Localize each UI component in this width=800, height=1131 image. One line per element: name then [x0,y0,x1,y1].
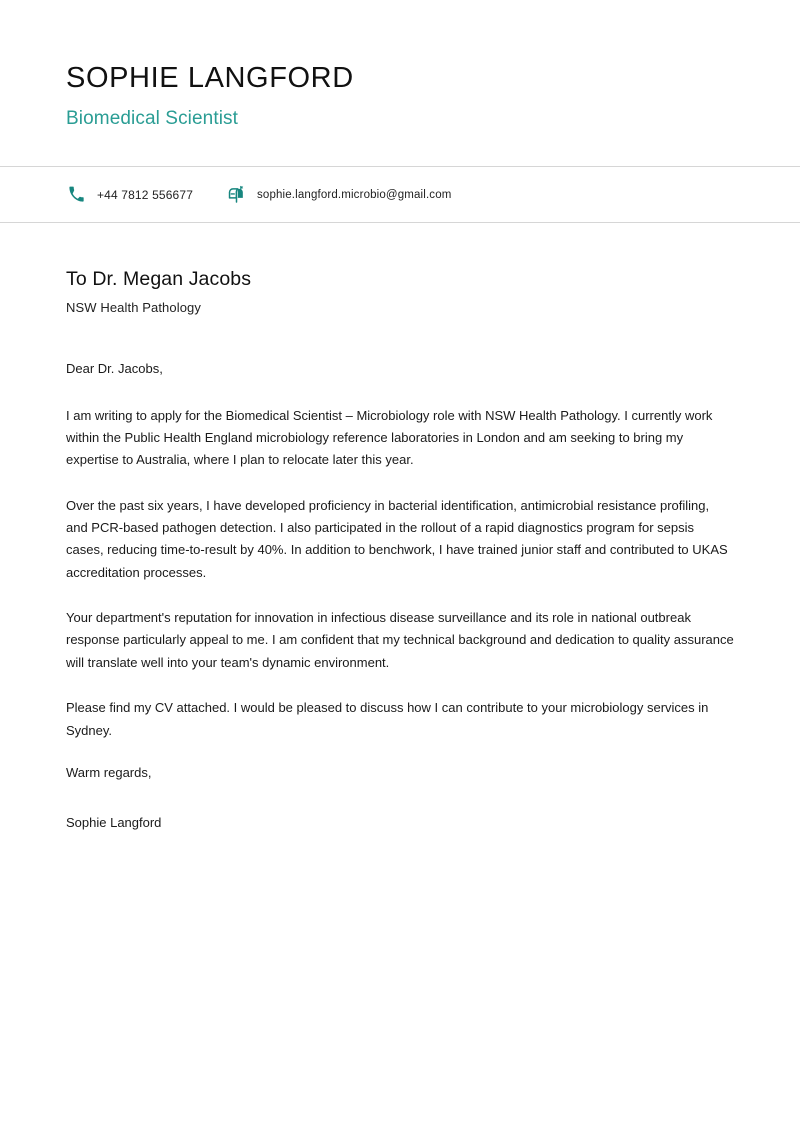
page-title: SOPHIE LANGFORD [66,62,354,94]
letter-header [0,0,800,131]
closing-line: Warm regards, [66,764,152,780]
letter-paragraph: Over the past six years, I have developed proficiency in bacterial identification, antimicrobial resistance profiling, and PCR-based pathogen detection. I also participated in the rollout of a rapid diagnostics program for sepsis cases, reducing time-to-result by 40%. In addition to benchwork, I have trained junior staff and contributed to UKAS accreditation processes. [66,497,728,580]
letter-body [0,267,800,833]
contact-email[interactable] [226,185,451,205]
letter-paragraph: I am writing to apply for the Biomedical Scientist – Microbiology role with NSW Health Pathology. I currently work within the Public Health England microbiology reference laboratories in London and am seeking to bring my expertise to Australia, where I plan to relocate later this year. [66,407,713,468]
header-divider-bottom [0,222,800,223]
salutation: Dear Dr. Jacobs, [66,361,163,377]
letter-paragraphs [66,405,734,742]
email-value: sophie.langford.microbio@gmail.com [257,188,452,201]
phone-value: +44 7812 556677 [97,187,194,202]
letter-paragraph: Your department's reputation for innovation in infectious disease surveillance and its role in national outbreak response particularly appeal to me. I am confident that my technical background and dedication to quality assurance will translate well into your team's dynamic environment. [66,610,734,670]
recipient-organization: NSW Health Pathology [66,299,201,315]
signature-name: Sophie Langford [66,814,162,830]
letter-paragraph: Please find my CV attached. I would be pleased to discuss how I can contribute to your microbiology services in Sydney. [66,700,709,738]
recipient-name: To Dr. Megan Jacobs [66,268,252,291]
contact-phone[interactable] [66,185,193,205]
phone-icon [66,185,86,205]
job-title: Biomedical Scientist [66,108,239,130]
mailbox-icon [226,185,246,205]
contact-bar [0,167,800,222]
